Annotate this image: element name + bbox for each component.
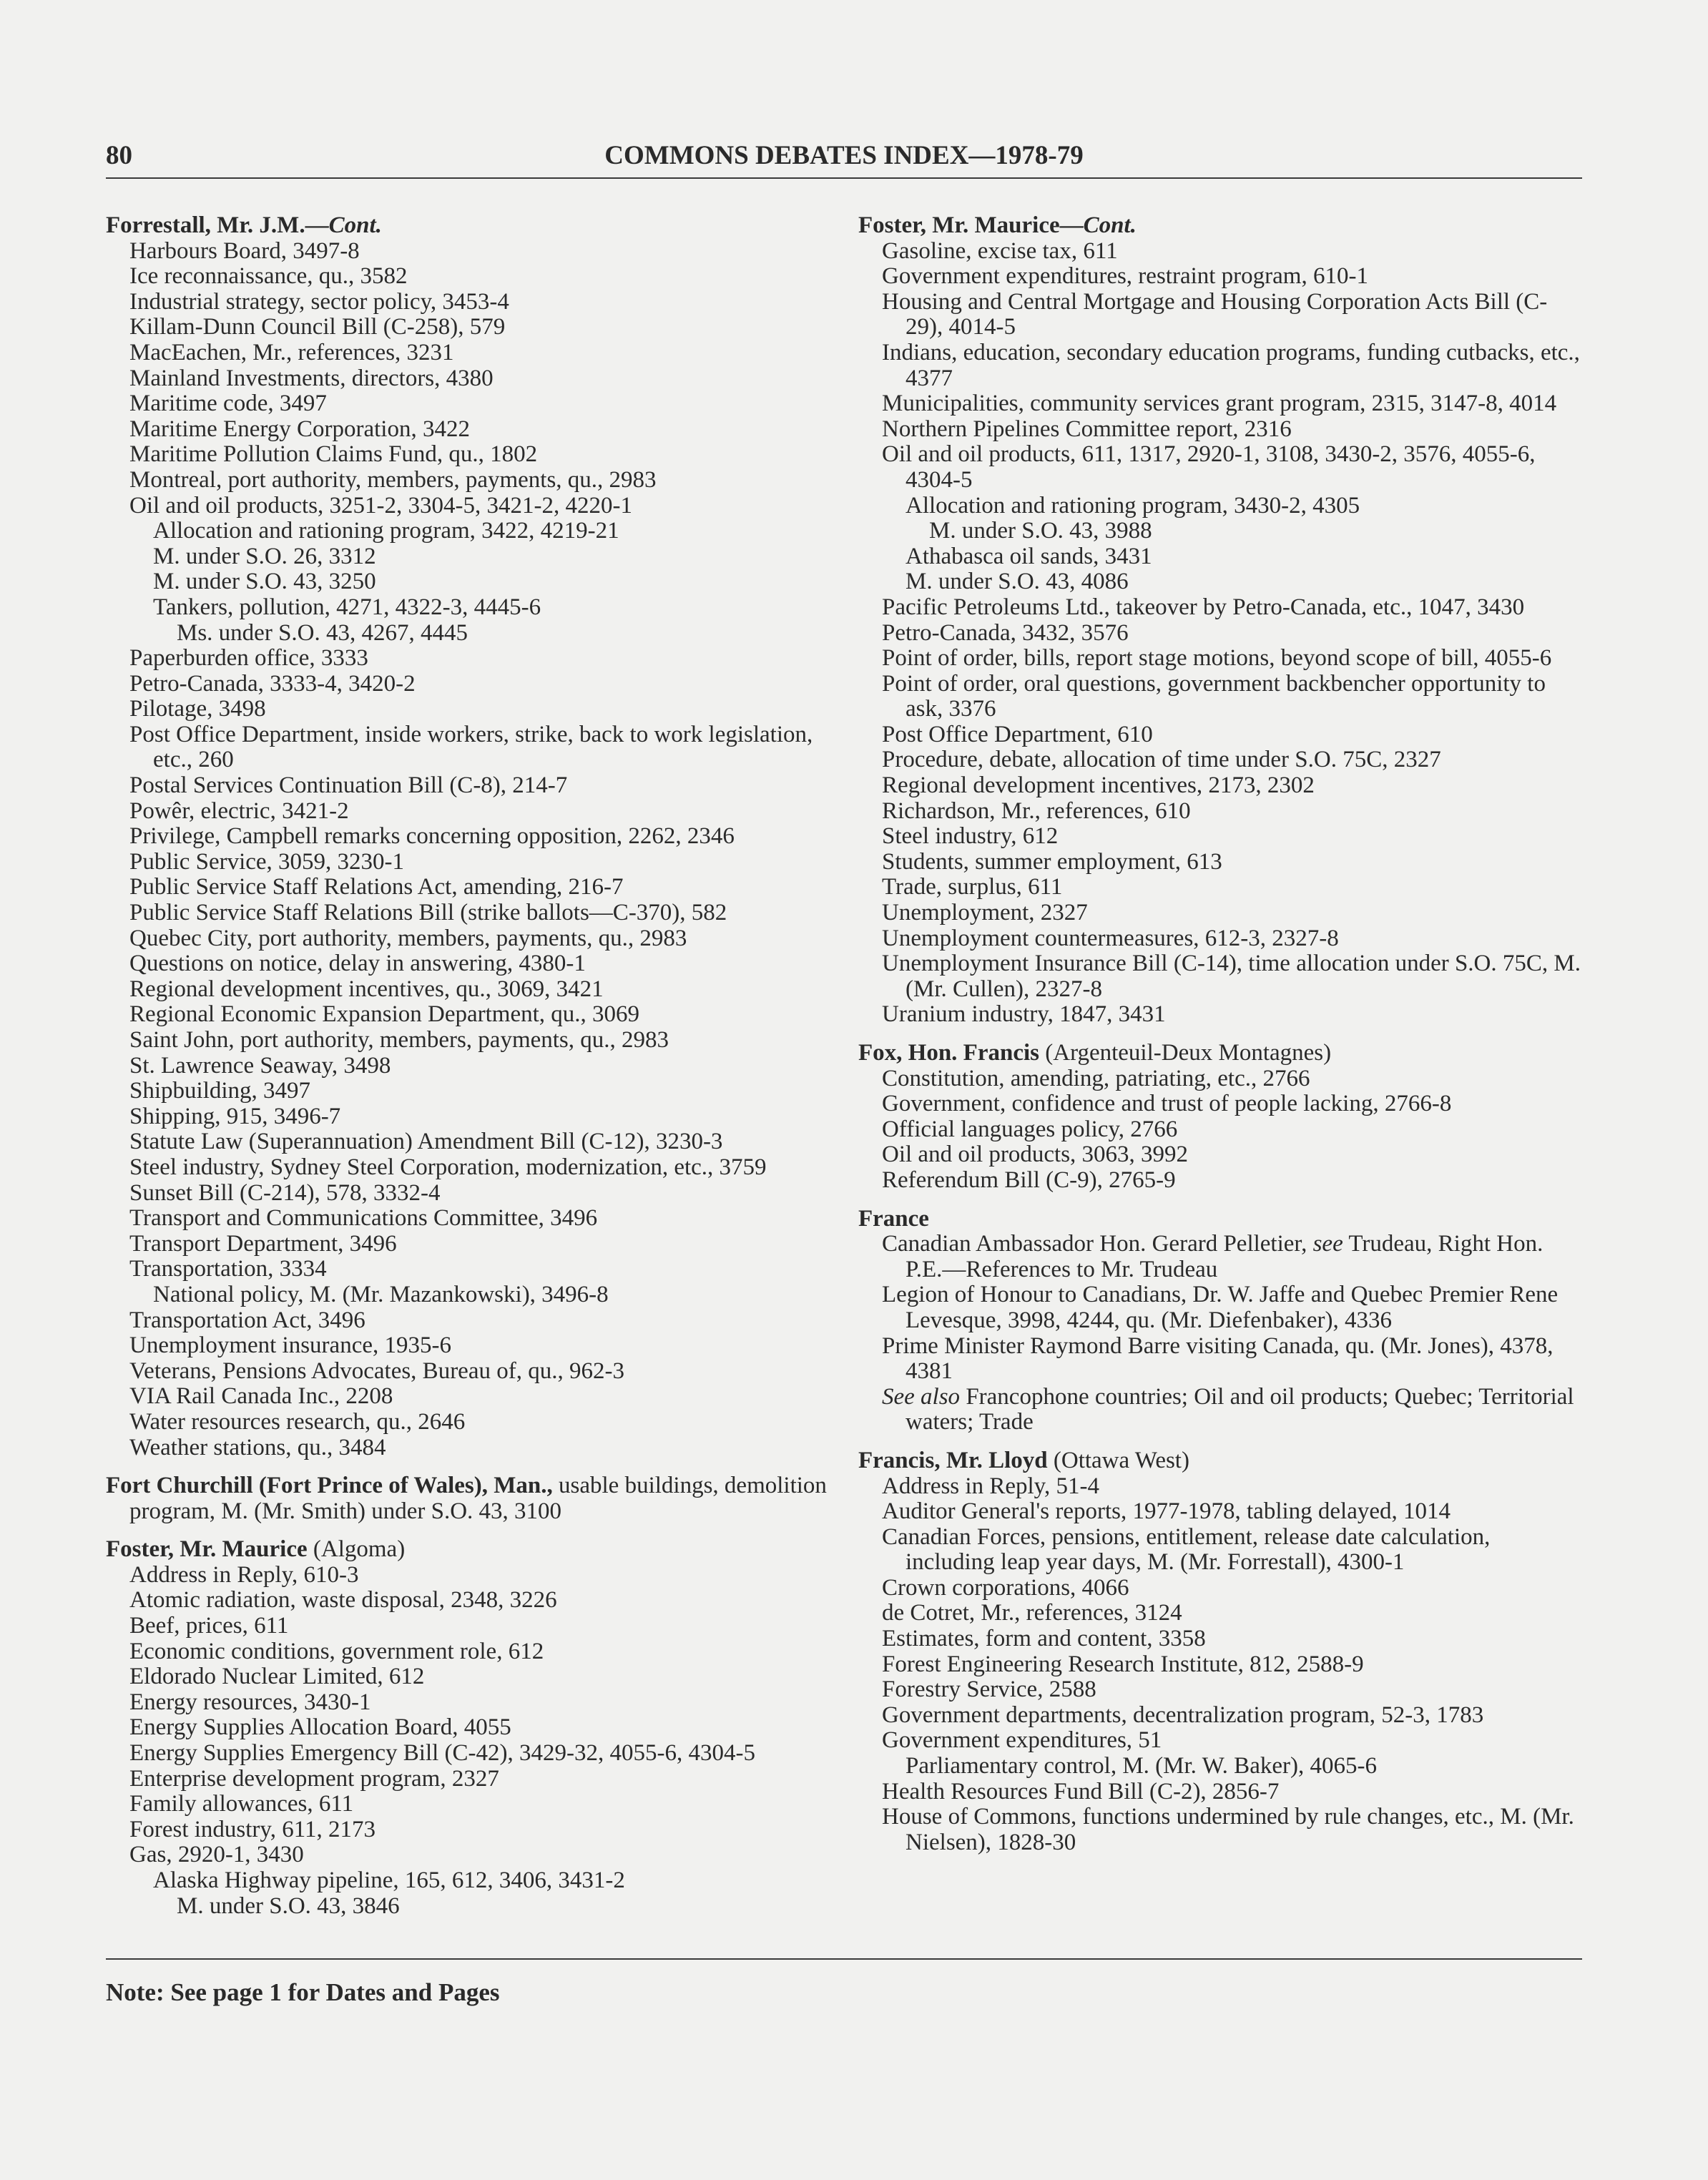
subentry: Procedure, debate, allocation of time under S.O. 75C, 2327: [882, 747, 1441, 773]
subentry: Pacific Petroleums Ltd., takeover by Petro-Canada, etc., 1047, 3430: [882, 594, 1525, 620]
subentry: Unemployment countermeasures, 612-3, 2327-8: [882, 925, 1339, 951]
subentry: Forestry Service, 2588: [882, 1676, 1096, 1703]
subentry: Public Service, 3059, 3230-1: [129, 848, 405, 875]
subentry: Athabasca oil sands, 3431: [905, 543, 1152, 569]
subentry: Post Office Department, inside workers, strike, back to work legislation, etc., 260: [129, 721, 813, 773]
subentry: Family allowances, 611: [129, 1791, 354, 1817]
page-header: [106, 140, 1582, 179]
subentry: Paperburden office, 3333: [129, 645, 368, 672]
subentry: M. under S.O. 43, 3250: [153, 569, 376, 595]
subentry: Transport and Communications Committee, 3496: [129, 1205, 598, 1232]
subentry: Industrial strategy, sector policy, 3453-4: [129, 288, 509, 315]
subentry: Oil and oil products, 3251-2, 3304-5, 3421-2, 4220-1: [129, 492, 633, 519]
subentry: M. under S.O. 26, 3312: [153, 543, 376, 569]
subentry: Petro-Canada, 3432, 3576: [882, 619, 1129, 646]
index-entry-fort-churchill: [106, 1473, 828, 1524]
subentry: Crown corporations, 4066: [882, 1574, 1129, 1601]
subentry: Unemployment, 2327: [882, 900, 1088, 926]
subentry: Students, summer employment, 613: [882, 848, 1222, 875]
subentry: Energy Supplies Allocation Board, 4055: [129, 1714, 511, 1741]
subentry: VIA Rail Canada Inc., 2208: [129, 1383, 393, 1410]
subentry: M. under S.O. 43, 4086: [905, 569, 1129, 595]
subentry: Canadian Ambassador Hon. Gerard Pelletier, see Trudeau, Right Hon. P.E.—References to Mr. Trudeau: [882, 1231, 1543, 1282]
subentry: Enterprise development program, 2327: [129, 1765, 499, 1792]
index-entry-forrestall: [106, 213, 828, 1460]
subentry: Ice reconnaissance, qu., 3582: [129, 263, 408, 290]
entry-heading: France: [858, 1205, 929, 1232]
subentry: Municipalities, community services grant program, 2315, 3147-8, 4014: [882, 391, 1557, 417]
subentry: Atomic radiation, waste disposal, 2348, 3226: [129, 1587, 557, 1614]
subentry: Maritime code, 3497: [129, 391, 327, 417]
subentry: Transportation, 3334: [129, 1256, 327, 1282]
subentry: Housing and Central Mortgage and Housing Corporation Acts Bill (C-29), 4014-5: [882, 288, 1548, 340]
subentry: Killam-Dunn Council Bill (C-258), 579: [129, 314, 506, 340]
header-rule: [106, 177, 1582, 179]
subentry: Unemployment Insurance Bill (C-14), time allocation under S.O. 75C, M. (Mr. Cullen), 2327-8: [882, 951, 1581, 1002]
subentry: Regional development incentives, 2173, 2302: [882, 772, 1315, 799]
subentry: Saint John, port authority, members, payments, qu., 2983: [129, 1027, 669, 1053]
subentry: Point of order, oral questions, government backbencher opportunity to ask, 3376: [882, 670, 1546, 722]
subentry: Address in Reply, 610-3: [129, 1561, 359, 1588]
subentry: Steel industry, 612: [882, 823, 1059, 850]
subentry: Shipping, 915, 3496-7: [129, 1103, 341, 1129]
subentry: Privilege, Campbell remarks concerning opposition, 2262, 2346: [129, 823, 735, 850]
entry-heading: Foster, Mr. Maurice (Algoma): [106, 1536, 406, 1563]
subentry: Pilotage, 3498: [129, 696, 266, 722]
subentry: Energy Supplies Emergency Bill (C-42), 3429-32, 4055-6, 4304-5: [129, 1740, 755, 1767]
subentry: Veterans, Pensions Advocates, Bureau of, qu., 962-3: [129, 1357, 624, 1384]
subentry: Petro-Canada, 3333-4, 3420-2: [129, 670, 416, 697]
subentry: Steel industry, Sydney Steel Corporation, modernization, etc., 3759: [129, 1154, 767, 1180]
subentry: Public Service Staff Relations Bill (strike ballots—C-370), 582: [129, 900, 727, 926]
subentry: Government expenditures, 51: [882, 1727, 1162, 1754]
subentry: Referendum Bill (C-9), 2765-9: [882, 1167, 1176, 1193]
subentry: Allocation and rationing program, 3430-2, 4305: [905, 492, 1360, 519]
subentry: Ms. under S.O. 43, 4267, 4445: [177, 619, 468, 646]
subentry: Uranium industry, 1847, 3431: [882, 1001, 1166, 1028]
index-entry-foster-cont: [858, 213, 1584, 1028]
subentry: Eldorado Nuclear Limited, 612: [129, 1664, 425, 1690]
subentry: Indians, education, secondary education programs, funding cutbacks, etc., 4377: [882, 339, 1580, 391]
footer-rule: [106, 1958, 1582, 1960]
subentry: Health Resources Fund Bill (C-2), 2856-7: [882, 1778, 1280, 1805]
subentry: Government, confidence and trust of people lacking, 2766-8: [882, 1091, 1452, 1117]
subentry: Estimates, form and content, 3358: [882, 1626, 1206, 1652]
entry-heading: Foster, Mr. Maurice—Cont.: [858, 212, 1137, 238]
subentry: de Cotret, Mr., references, 3124: [882, 1600, 1182, 1626]
index-entry-france: [858, 1207, 1584, 1435]
subentry: Public Service Staff Relations Act, amending, 216-7: [129, 874, 624, 900]
subentry: Transportation Act, 3496: [129, 1307, 365, 1333]
subentry: Mainland Investments, directors, 4380: [129, 365, 494, 391]
subentry: Government expenditures, restraint program, 610-1: [882, 263, 1368, 290]
subentry: Auditor General's reports, 1977-1978, tabling delayed, 1014: [882, 1498, 1451, 1525]
subentry: Oil and oil products, 611, 1317, 2920-1, 3108, 3430-2, 3576, 4055-6, 4304-5: [882, 441, 1536, 493]
subentry: M. under S.O. 43, 3846: [177, 1892, 400, 1919]
subentry: Parliamentary control, M. (Mr. W. Baker), 4065-6: [905, 1753, 1377, 1779]
index-entry-fox: [858, 1041, 1584, 1194]
subentry: Unemployment insurance, 1935-6: [129, 1332, 451, 1359]
subentry: Montreal, port authority, members, payments, qu., 2983: [129, 466, 657, 493]
subentry: Constitution, amending, patriating, etc., 2766: [882, 1065, 1310, 1091]
running-title: COMMONS DEBATES INDEX—1978-79: [604, 141, 1084, 170]
footer-note: Note: See page 1 for Dates and Pages: [106, 1978, 500, 2006]
subentry: Energy resources, 3430-1: [129, 1689, 371, 1715]
subentry: Prime Minister Raymond Barre visiting Canada, qu. (Mr. Jones), 4378, 4381: [882, 1332, 1554, 1385]
subentry: Point of order, bills, report stage motions, beyond scope of bill, 4055-6: [882, 645, 1552, 672]
subentry: Trade, surplus, 611: [882, 874, 1063, 900]
subentry: Economic conditions, government role, 612: [129, 1638, 544, 1664]
index-entry-francis: [858, 1448, 1584, 1856]
subentry: Sunset Bill (C-214), 578, 3332-4: [129, 1179, 441, 1206]
subentry: Maritime Energy Corporation, 3422: [129, 416, 470, 442]
subentry: Address in Reply, 51-4: [882, 1473, 1099, 1499]
subentry: Government departments, decentralization program, 52-3, 1783: [882, 1702, 1484, 1728]
subentry: Richardson, Mr., references, 610: [882, 797, 1191, 824]
index-column-left: [106, 213, 828, 1932]
subentry: Weather stations, qu., 3484: [129, 1434, 386, 1460]
see-also-reference: See also Francophone countries; Oil and oil products; Quebec; Territorial waters; Trade: [882, 1383, 1574, 1435]
entry-heading: Fox, Hon. Francis (Argenteuil-Deux Montagnes): [858, 1040, 1332, 1066]
subentry: Water resources research, qu., 2646: [129, 1408, 466, 1435]
subentry: National policy, M. (Mr. Mazankowski), 3496-8: [153, 1281, 609, 1307]
subentry: Oil and oil products, 3063, 3992: [882, 1141, 1189, 1168]
entry-heading: Francis, Mr. Lloyd (Ottawa West): [858, 1447, 1189, 1473]
subentry: Forest industry, 611, 2173: [129, 1816, 376, 1842]
subentry: Postal Services Continuation Bill (C-8), 214-7: [129, 772, 568, 799]
subentry: Allocation and rationing program, 3422, 4219-21: [153, 518, 619, 544]
subentry: MacEachen, Mr., references, 3231: [129, 339, 454, 365]
subentry: Shipbuilding, 3497: [129, 1078, 311, 1104]
subentry: Questions on notice, delay in answering, 4380-1: [129, 951, 586, 977]
subentry: M. under S.O. 43, 3988: [929, 518, 1152, 544]
page-number: 80: [106, 141, 132, 170]
subentry: Gasoline, excise tax, 611: [882, 237, 1118, 264]
subentry: Northern Pipelines Committee report, 2316: [882, 416, 1292, 442]
subentry: Regional Economic Expansion Department, qu., 3069: [129, 1001, 640, 1028]
subentry: Maritime Pollution Claims Fund, qu., 1802: [129, 441, 538, 468]
subentry: Official languages policy, 2766: [882, 1116, 1178, 1142]
subentry: St. Lawrence Seaway, 3498: [129, 1052, 391, 1079]
subentry: Statute Law (Superannuation) Amendment Bill (C-12), 3230-3: [129, 1129, 723, 1155]
subentry: Legion of Honour to Canadians, Dr. W. Jaffe and Quebec Premier Rene Levesque, 3998, 4244, qu. (Mr. Diefenbaker), 4336: [882, 1282, 1559, 1333]
index-column-right: [858, 213, 1584, 1868]
subentry: Quebec City, port authority, members, payments, qu., 2983: [129, 925, 687, 951]
subentry: House of Commons, functions undermined by rule changes, etc., M. (Mr. Nielsen), 1828-30: [882, 1804, 1574, 1855]
subentry: Beef, prices, 611: [129, 1613, 289, 1639]
index-entry-foster: [106, 1537, 828, 1919]
subentry: Forest Engineering Research Institute, 812, 2588-9: [882, 1651, 1364, 1677]
subentry: Regional development incentives, qu., 3069, 3421: [129, 976, 604, 1002]
subentry: Harbours Board, 3497-8: [129, 237, 360, 264]
entry-heading: Fort Churchill (Fort Prince of Wales), Man., usable buildings, demolition program, M. (Mr. Smith) under S.O. 43, 3100: [106, 1473, 827, 1524]
subentry: Alaska Highway pipeline, 165, 612, 3406, 3431-2: [153, 1867, 625, 1893]
subentry: Powêr, electric, 3421-2: [129, 797, 349, 824]
subentry: Transport Department, 3496: [129, 1230, 397, 1257]
subentry: Tankers, pollution, 4271, 4322-3, 4445-6: [153, 594, 541, 620]
entry-heading: Forrestall, Mr. J.M.—Cont.: [106, 212, 382, 238]
subentry: Post Office Department, 610: [882, 721, 1153, 747]
subentry: Canadian Forces, pensions, entitlement, release date calculation, including leap year days, M. (Mr. Forrestall), 4300-1: [882, 1523, 1491, 1576]
subentry: Gas, 2920-1, 3430: [129, 1842, 304, 1868]
